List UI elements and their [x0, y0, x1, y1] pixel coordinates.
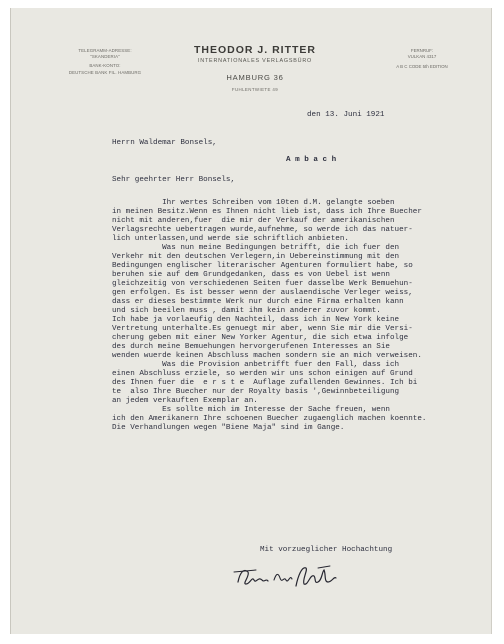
- company-name: THEODOR J. RITTER: [193, 44, 316, 56]
- letterhead-right-block: [372, 48, 472, 71]
- letter-line: Verkehr mit den deutschen Verlegern,in Uebereinstimmung mit den: [112, 253, 400, 261]
- letter-line: des Ihnen fuer die e r s t e Auflage zufallenden Gewinnes. Ich bi: [112, 379, 418, 387]
- letter-line: Was nun meine Bedingungen betrifft, die ich fuer den: [112, 244, 400, 252]
- letter-line: an jedem verkauften Exemplar an.: [112, 397, 258, 405]
- letter-line: Ich habe ja vorlaeufig den Nachteil, dass ich in New York keine: [112, 316, 400, 324]
- signature-image: [232, 562, 352, 592]
- bank-label: BANK-KONTO:: [89, 63, 121, 69]
- letter-line: nicht mit anderen,fuer die mir der Verkauf der amerikanischen: [112, 217, 395, 225]
- recipient-line: Herrn Waldemar Bonsels,: [112, 139, 217, 147]
- letter-line: Vertretung unterhalte.Es genuegt mir aber, wenn Sie mir die Versi-: [112, 325, 413, 333]
- company-subtitle: INTERNATIONALES VERLAGSBÜRO: [197, 58, 313, 64]
- code-line: A B C CODE 5th EDITION: [396, 64, 448, 70]
- letter-line: gen erfolgen. Es ist besser wenn der auslaendische Verleger weiss,: [112, 289, 413, 297]
- letter-line: einen Abschluss erziele, so werden wir uns schon einigen auf Grund: [112, 370, 413, 378]
- letterhead-center-block: [150, 44, 360, 92]
- letter-line: des durch meine Bemuehungen hervorgerufenen Interesses an Sie: [112, 343, 390, 351]
- telegram-label: TELEGRAMM-ADRESSE:: [78, 48, 132, 53]
- letter-line: in meinen Besitz.Wenn es Ihnen nicht lieb ist, dass ich Ihre Buecher: [112, 208, 422, 216]
- letter-line: wenden wuerde keinen Abschluss machen sondern sie an mich verweisen.: [112, 352, 422, 360]
- company-city: HAMBURG 36: [226, 73, 284, 82]
- letter-line: dass er dieses bestimmte Werk nur durch eine Firma erhalten kann: [112, 298, 404, 306]
- bank-name: DEUTSCHE BANK FIL. HAMBURG: [68, 69, 142, 75]
- letterhead-left-block: [50, 48, 160, 76]
- phone-number: VULKAN 4317: [407, 54, 437, 60]
- letter-line: cherung geben mit einer New Yorker Agentur, die sich etwa infolge: [112, 334, 409, 342]
- letter-line: Was die Provision anbetrifft fuer den Fall, dass ich: [112, 361, 400, 369]
- letter-line: Bedingungen englischer literarischer Agenturen formuliert habe, so: [112, 262, 413, 270]
- letter-line: te also Ihre Buecher nur der Royalty basis ',Gewinnbeteiligung: [112, 388, 400, 396]
- phone-label: FERNRUF:: [410, 48, 434, 53]
- telegram-address: "SKANDERIA": [90, 54, 120, 60]
- letter-date: den 13. Juni 1921: [307, 111, 385, 119]
- letter-body: [112, 199, 426, 433]
- letter-line: und sich beeilen muss , damit ihm kein anderer zuvor kommt.: [112, 307, 381, 315]
- closing-line: Mit vorzueglicher Hochachtung: [260, 546, 393, 554]
- salutation: Sehr geehrter Herr Bonsels,: [112, 176, 236, 184]
- letter-line: ich den Amerikanern Ihre schoenen Buecher zugaenglich machen koennte.: [112, 415, 427, 423]
- letter-line: Ihr wertes Schreiben vom 10ten d.M. gelangte soeben: [112, 199, 395, 207]
- letter-line: Die Verhandlungen wegen "Biene Maja" sind im Gange.: [112, 424, 345, 432]
- letter-line: beruhen sie auf dem Grundgedanken, dass es von Uebel ist wenn: [112, 271, 390, 279]
- recipient-place: A m b a c h: [286, 156, 337, 164]
- letter-line: Es sollte mich im Interesse der Sache freuen, wenn: [112, 406, 390, 414]
- letter-line: Verlagsrechte uebertragen wurde,aufnehme, so werde ich das natuer-: [112, 226, 413, 234]
- company-street: FUHLENTWIETE 49: [231, 87, 279, 92]
- letter-line: lich unterlassen,und werde sie schriftlich anbieten.: [112, 235, 349, 243]
- letter-line: gleichzeitig von verschiedenen Seiten fuer dasselbe Werk Bemuehun-: [112, 280, 413, 288]
